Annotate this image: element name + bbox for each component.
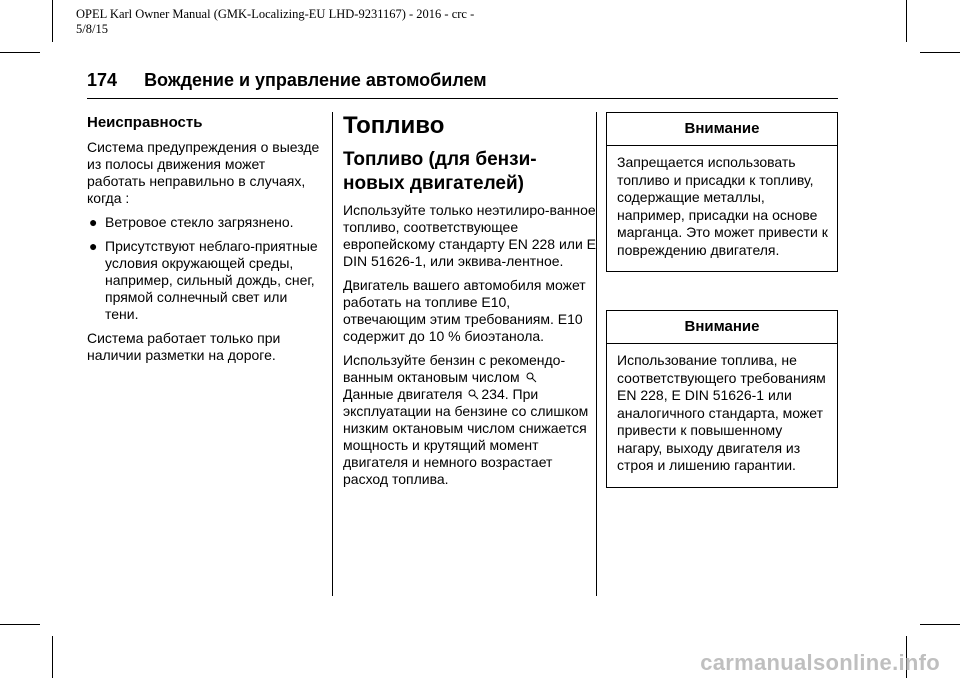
column-malfunction — [87, 114, 323, 371]
heading-malfunction: Неисправность — [87, 114, 203, 131]
notice-title: Внимание — [607, 311, 837, 344]
fuel-text: . При эксплуатации на бензине со слишком низким октановым числом снижается мощность и крутящий момент двигателя и немного возрастает расход топлива. — [343, 386, 589, 487]
column-divider — [332, 112, 333, 596]
sub-title: Топливо (для бензи-новых двигателей) — [343, 149, 537, 194]
page-header — [87, 70, 487, 91]
intro-paragraph: Система предупреждения о выезде из полосы движения может работать неправильно в случаях, когда : — [87, 139, 320, 206]
fuel-paragraph-3 — [343, 352, 596, 488]
page-number: 174 — [87, 70, 118, 90]
bullet-text: Присутствуют неблаго-приятные условия окружающей среды, например, сильный дождь, снег, прямой солнечный свет или тени. — [105, 238, 318, 322]
notice-text: Использование топлива, не соответствующего требованиям EN 228, E DIN 51626-1 или аналогичного стандарта, может привести к повышенному нагару, выходу двигателя из строя и лишению гарантии. — [617, 352, 826, 473]
page-reference[interactable]: 234 — [481, 386, 505, 402]
fuel-paragraph-1: Используйте только неэтилиро-ванное топливо, соответствующее европейскому стандарту EN 228 или E DIN 51626-1, или эквива-лентное. — [343, 202, 597, 269]
crop-mark — [52, 0, 53, 42]
section-title: Топливо — [343, 112, 445, 139]
column-divider — [596, 112, 597, 596]
header-meta: OPEL Karl Owner Manual (GMK-Localizing-EU LHD-9231167) - 2016 - crc - 5/8/15 — [76, 7, 475, 36]
bullet-icon: ● — [89, 214, 98, 230]
notice-title: Внимание — [607, 113, 837, 146]
crop-mark — [0, 624, 40, 625]
crop-mark — [0, 52, 40, 53]
crop-mark — [920, 52, 960, 53]
list-item — [87, 214, 323, 231]
column-notices — [606, 112, 838, 508]
list-item — [87, 238, 323, 323]
page-reference-icon — [468, 389, 479, 400]
watermark: carmanualsonline.info — [700, 650, 940, 675]
fuel-text: Данные двигателя — [343, 386, 463, 402]
bullet-text: Ветровое стекло загрязнено. — [105, 214, 294, 230]
notice-box — [606, 310, 838, 488]
crop-mark — [906, 0, 907, 42]
fuel-text: Используйте бензин с рекомендо-ванным октановым числом — [343, 352, 566, 385]
header-rule — [87, 98, 838, 99]
bullet-icon: ● — [89, 238, 98, 254]
page-title: Вождение и управление автомобилем — [144, 70, 487, 90]
bullet-list — [87, 214, 323, 323]
fuel-paragraph-2: Двигатель вашего автомобиля может работать на топливе E10, отвечающим этим требованиям. E10 содержит до 10 % биоэтанола. — [343, 277, 586, 344]
column-fuel — [343, 112, 596, 495]
crop-mark — [920, 624, 960, 625]
outro-paragraph: Система работает только при наличии разметки на дороге. — [87, 330, 281, 363]
page-reference-icon — [526, 372, 537, 383]
crop-mark — [52, 636, 53, 678]
notice-text: Запрещается использовать топливо и присадки к топливу, содержащие металлы, например, присадки на основе марганца. Это может привести к повреждению двигателя. — [617, 154, 828, 258]
notice-box — [606, 112, 838, 272]
